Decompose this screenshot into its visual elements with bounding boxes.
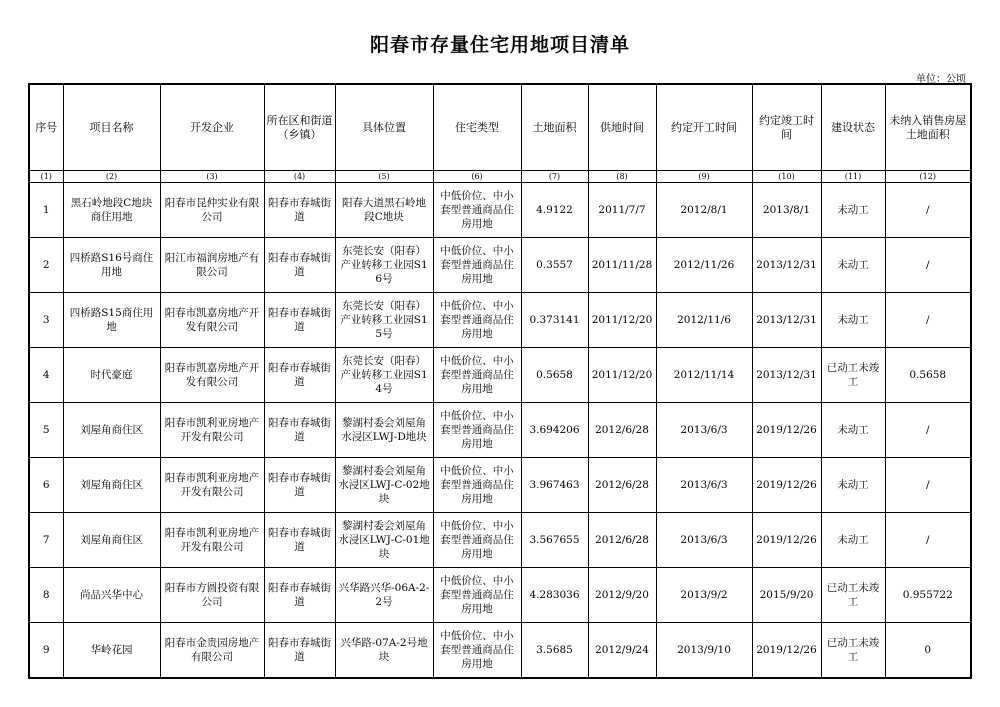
cell-supply-date: 2011/7/7 [588,183,656,238]
cell-supply-date: 2012/6/28 [588,458,656,513]
cell-land-area: 0.3557 [521,238,588,293]
cell-construction-status: 未动工 [821,513,885,568]
cell-supply-date: 2011/12/20 [588,293,656,348]
cell-land-area: 0.5658 [521,348,588,403]
header-cell: 住宅类型 [433,84,521,171]
column-number: (7) [521,171,588,183]
cell-supply-date: 2012/6/28 [588,403,656,458]
cell-serial-number: 2 [29,238,63,293]
cell-location: 东莞长安（阳春）产业转移工业园S14号 [335,348,433,403]
table-row [29,513,971,568]
unit-label: 单位：公顷 [916,74,966,85]
cell-serial-number: 6 [29,458,63,513]
cell-district: 阳春市春城街道 [264,513,335,568]
cell-developer: 阳春市方圆投资有限公司 [160,568,264,623]
cell-location: 东莞长安（阳春）产业转移工业园S15号 [335,293,433,348]
column-number: (5) [335,171,433,183]
cell-construction-status: 未动工 [821,403,885,458]
table-row [29,403,971,458]
cell-unsold-land-area: / [885,238,971,293]
cell-housing-type: 中低价位、中小套型普通商品住房用地 [433,458,521,513]
cell-completion-date: 2013/8/1 [752,183,821,238]
cell-unsold-land-area: 0.955722 [885,568,971,623]
cell-developer: 阳江市福润房地产有限公司 [160,238,264,293]
project-table [28,83,972,679]
table-body [29,183,971,679]
header-cell: 土地面积 [521,84,588,171]
cell-district: 阳春市春城街道 [264,238,335,293]
header-cell: 序号 [29,84,63,171]
cell-unsold-land-area: 0 [885,623,971,679]
cell-supply-date: 2012/9/20 [588,568,656,623]
cell-district: 阳春市春城街道 [264,623,335,679]
cell-unsold-land-area: / [885,403,971,458]
column-number: (9) [656,171,752,183]
table-row [29,238,971,293]
cell-developer: 阳春市昆仲实业有限公司 [160,183,264,238]
cell-developer: 阳春市金贵园房地产有限公司 [160,623,264,679]
column-number: (1) [29,171,63,183]
cell-serial-number: 9 [29,623,63,679]
cell-completion-date: 2015/9/20 [752,568,821,623]
cell-location: 兴华路兴华-06A-2-2号 [335,568,433,623]
cell-land-area: 3.567655 [521,513,588,568]
cell-start-date: 2012/11/26 [656,238,752,293]
cell-developer: 阳春市凯利亚房地产开发有限公司 [160,403,264,458]
cell-completion-date: 2013/12/31 [752,348,821,403]
cell-developer: 阳春市凯利亚房地产开发有限公司 [160,513,264,568]
cell-supply-date: 2012/9/24 [588,623,656,679]
cell-location: 黎湖村委会刘屋角水浸区LWJ-D地块 [335,403,433,458]
header-cell: 项目名称 [63,84,160,171]
cell-project-name: 刘屋角商住区 [63,513,160,568]
cell-district: 阳春市春城街道 [264,293,335,348]
cell-location: 阳春大道黑石岭地段C地块 [335,183,433,238]
header-row [29,84,971,171]
cell-completion-date: 2019/12/26 [752,513,821,568]
cell-construction-status: 已动工未竣工 [821,568,885,623]
cell-unsold-land-area: / [885,293,971,348]
header-cell: 约定开工时间 [656,84,752,171]
cell-serial-number: 1 [29,183,63,238]
column-number: (12) [885,171,971,183]
cell-housing-type: 中低价位、中小套型普通商品住房用地 [433,568,521,623]
cell-project-name: 时代豪庭 [63,348,160,403]
cell-unsold-land-area: 0.5658 [885,348,971,403]
cell-district: 阳春市春城街道 [264,568,335,623]
column-number: (11) [821,171,885,183]
cell-construction-status: 未动工 [821,238,885,293]
header-cell: 未纳入销售房屋土地面积 [885,84,971,171]
column-number-row [29,171,971,183]
cell-start-date: 2013/6/3 [656,403,752,458]
cell-housing-type: 中低价位、中小套型普通商品住房用地 [433,403,521,458]
cell-construction-status: 未动工 [821,458,885,513]
cell-start-date: 2013/6/3 [656,458,752,513]
cell-housing-type: 中低价位、中小套型普通商品住房用地 [433,513,521,568]
cell-land-area: 4.9122 [521,183,588,238]
table-row [29,623,971,679]
cell-district: 阳春市春城街道 [264,183,335,238]
cell-district: 阳春市春城街道 [264,348,335,403]
cell-supply-date: 2011/12/20 [588,348,656,403]
header-cell: 建设状态 [821,84,885,171]
cell-district: 阳春市春城街道 [264,403,335,458]
cell-serial-number: 5 [29,403,63,458]
cell-housing-type: 中低价位、中小套型普通商品住房用地 [433,183,521,238]
cell-land-area: 4.283036 [521,568,588,623]
cell-project-name: 刘屋角商住区 [63,458,160,513]
header-cell: 所在区和街道（乡镇） [264,84,335,171]
cell-project-name: 四桥路S16号商住用地 [63,238,160,293]
table-row [29,293,971,348]
cell-project-name: 华岭花园 [63,623,160,679]
cell-completion-date: 2019/12/26 [752,458,821,513]
cell-unsold-land-area: / [885,458,971,513]
cell-developer: 阳春市凯嘉房地产开发有限公司 [160,348,264,403]
cell-project-name: 四桥路S15商住用地 [63,293,160,348]
cell-serial-number: 7 [29,513,63,568]
table-row [29,348,971,403]
cell-construction-status: 已动工未竣工 [821,348,885,403]
cell-serial-number: 4 [29,348,63,403]
cell-location: 东莞长安（阳春）产业转移工业园S16号 [335,238,433,293]
cell-serial-number: 3 [29,293,63,348]
cell-completion-date: 2019/12/26 [752,623,821,679]
column-number: (6) [433,171,521,183]
table-row [29,458,971,513]
cell-unsold-land-area: / [885,183,971,238]
cell-project-name: 尚品兴华中心 [63,568,160,623]
cell-housing-type: 中低价位、中小套型普通商品住房用地 [433,348,521,403]
cell-construction-status: 未动工 [821,293,885,348]
page-title: 阳春市存量住宅用地项目清单 [369,34,630,56]
column-number: (10) [752,171,821,183]
cell-location: 兴华路-07A-2号地块 [335,623,433,679]
cell-supply-date: 2011/11/28 [588,238,656,293]
column-number: (2) [63,171,160,183]
table-row [29,568,971,623]
cell-project-name: 黑石岭地段C地块商住用地 [63,183,160,238]
cell-land-area: 0.373141 [521,293,588,348]
column-number: (3) [160,171,264,183]
cell-housing-type: 中低价位、中小套型普通商品住房用地 [433,623,521,679]
cell-developer: 阳春市凯利亚房地产开发有限公司 [160,458,264,513]
cell-construction-status: 已动工未竣工 [821,623,885,679]
cell-completion-date: 2019/12/26 [752,403,821,458]
header-cell: 约定竣工时间 [752,84,821,171]
cell-developer: 阳春市凯嘉房地产开发有限公司 [160,293,264,348]
header-cell: 开发企业 [160,84,264,171]
header-cell: 具体位置 [335,84,433,171]
cell-land-area: 3.5685 [521,623,588,679]
cell-construction-status: 未动工 [821,183,885,238]
cell-housing-type: 中低价位、中小套型普通商品住房用地 [433,238,521,293]
cell-start-date: 2013/9/2 [656,568,752,623]
cell-completion-date: 2013/12/31 [752,238,821,293]
column-number: (8) [588,171,656,183]
cell-supply-date: 2012/6/28 [588,513,656,568]
cell-start-date: 2012/11/6 [656,293,752,348]
cell-start-date: 2012/8/1 [656,183,752,238]
cell-housing-type: 中低价位、中小套型普通商品住房用地 [433,293,521,348]
cell-project-name: 刘屋角商住区 [63,403,160,458]
cell-start-date: 2012/11/14 [656,348,752,403]
cell-district: 阳春市春城街道 [264,458,335,513]
header-cell: 供地时间 [588,84,656,171]
cell-serial-number: 8 [29,568,63,623]
cell-unsold-land-area: / [885,513,971,568]
table-row [29,183,971,238]
cell-start-date: 2013/6/3 [656,513,752,568]
cell-location: 黎湖村委会刘屋角水浸区LWJ-C-02地块 [335,458,433,513]
column-number: (4) [264,171,335,183]
cell-land-area: 3.694206 [521,403,588,458]
cell-start-date: 2013/9/10 [656,623,752,679]
cell-location: 黎湖村委会刘屋角水浸区LWJ-C-01地块 [335,513,433,568]
cell-land-area: 3.967463 [521,458,588,513]
cell-completion-date: 2013/12/31 [752,293,821,348]
